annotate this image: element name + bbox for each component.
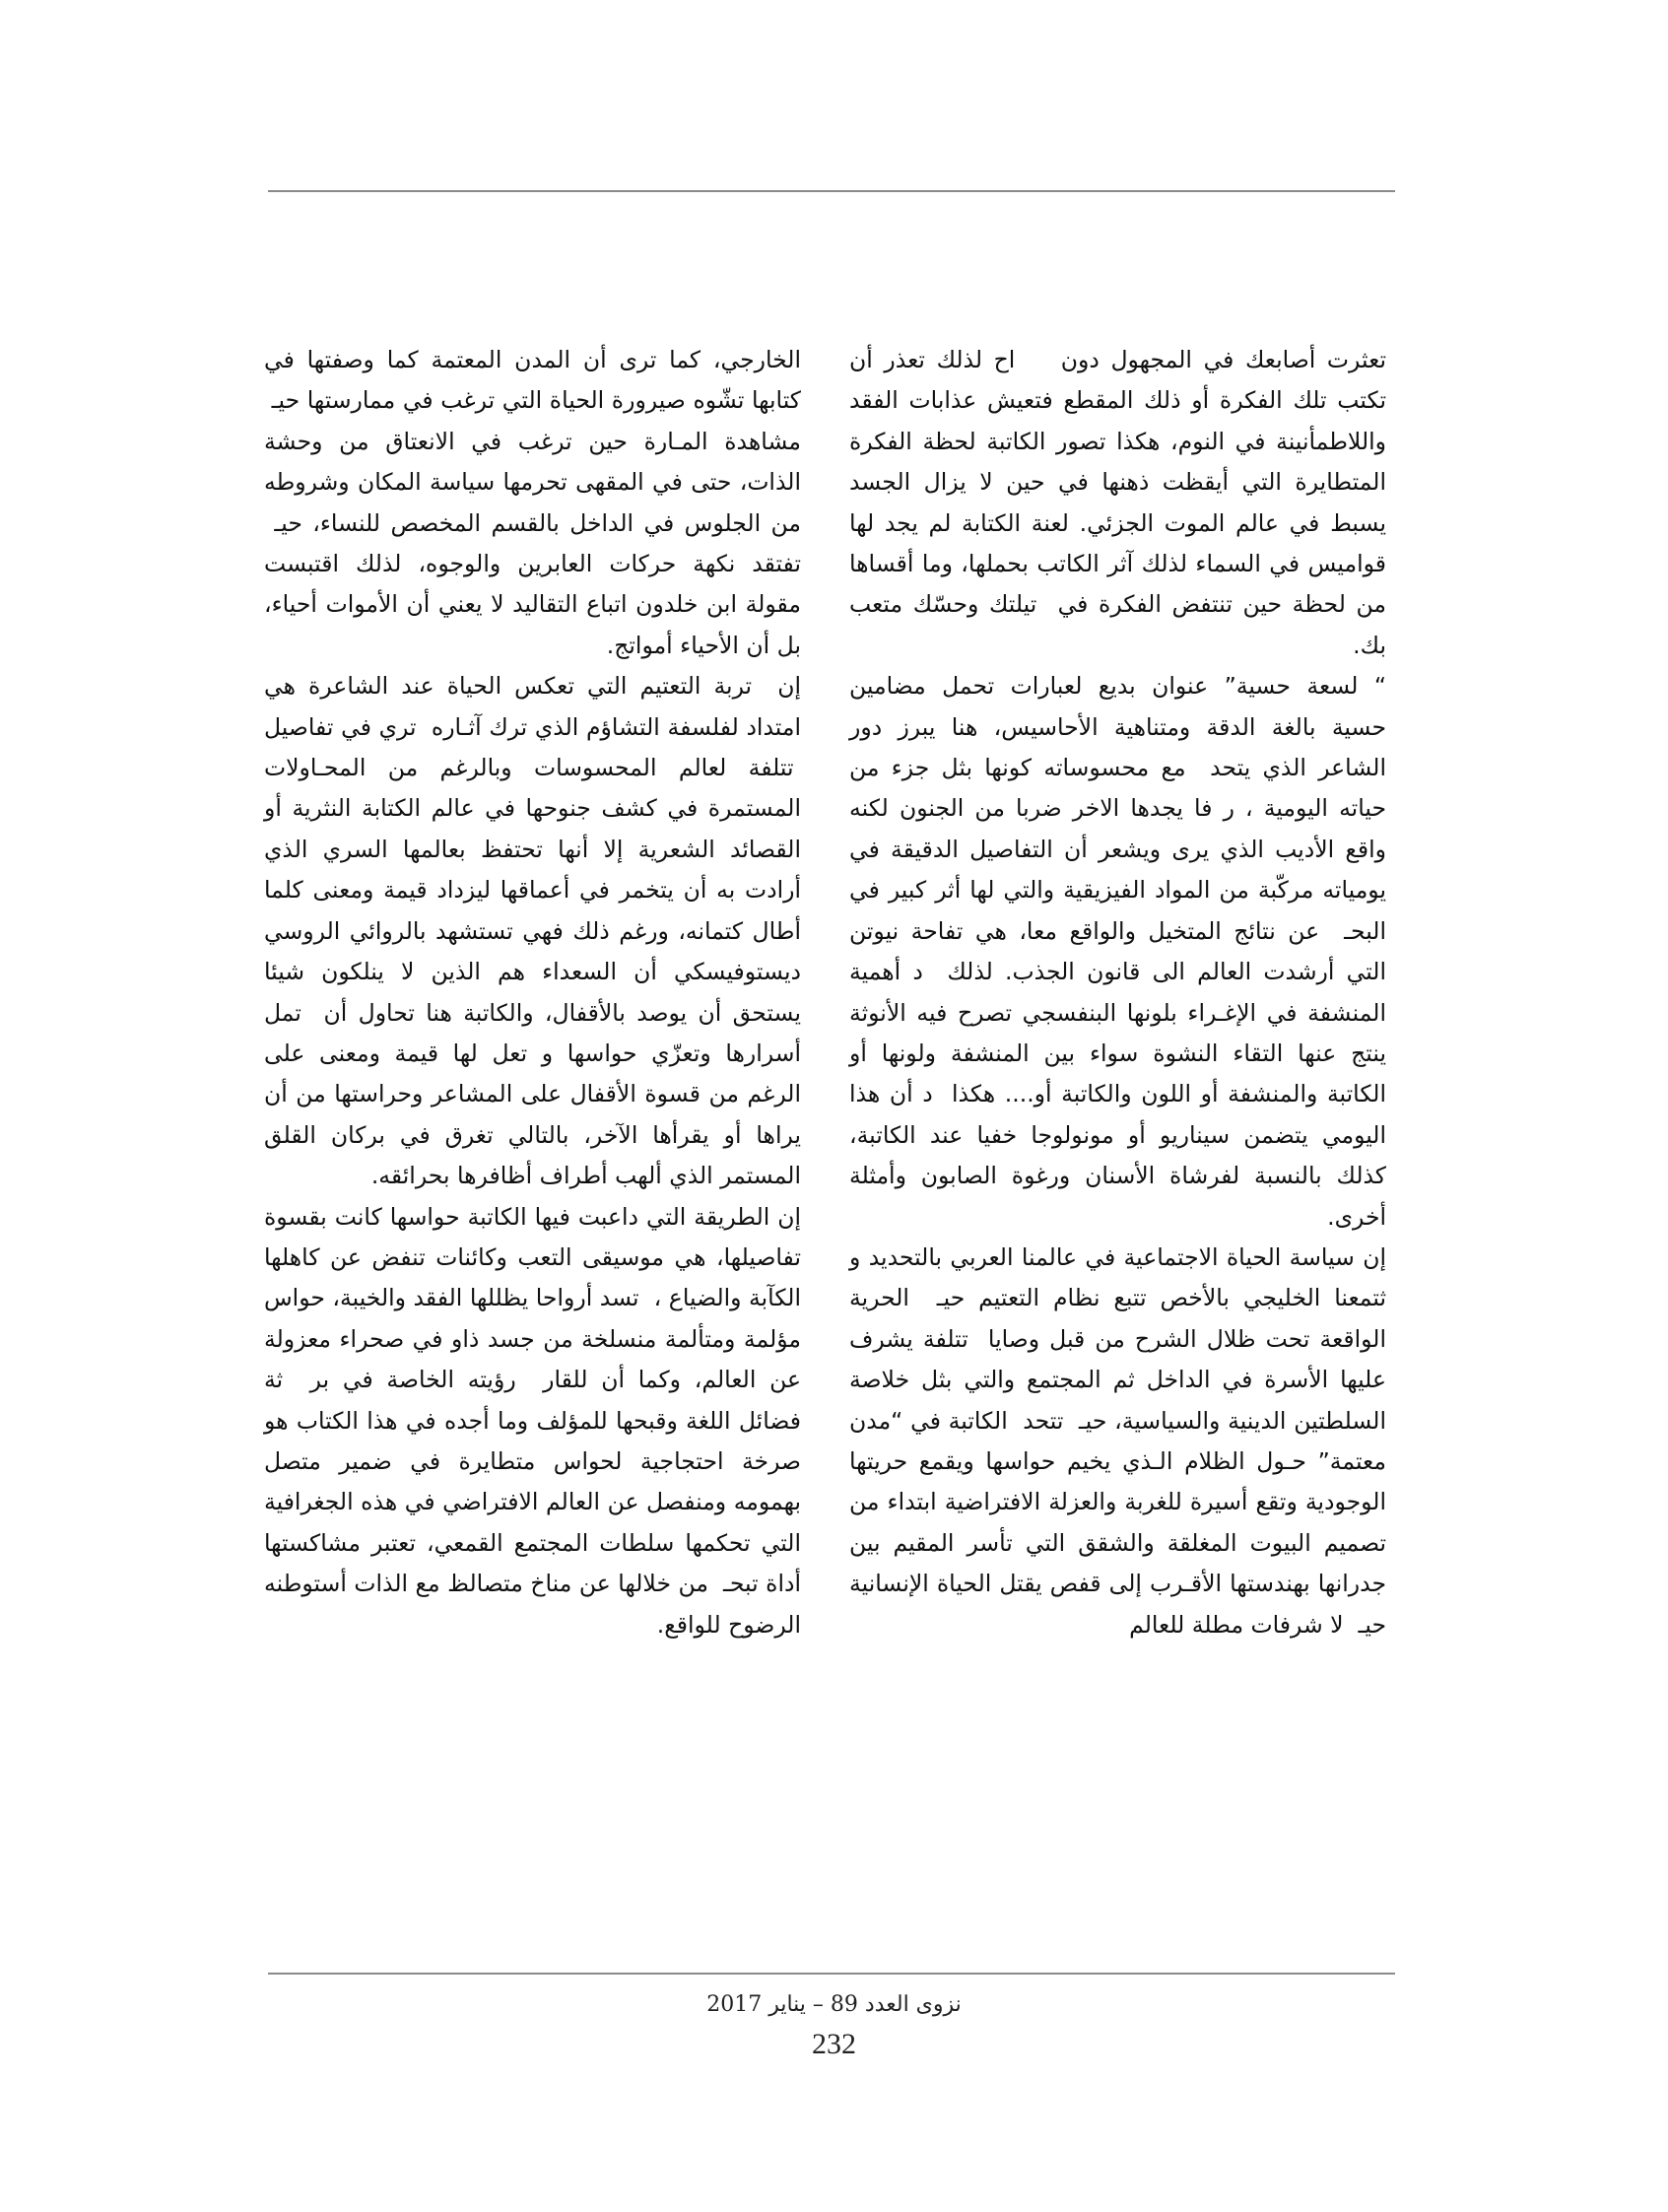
paragraph: إن الطريقة التي داعبت فيها الكاتبة حواسها كانت بقسوة تفاصيلها، هي موسيقى التعب وكائنات تنفض عن كاهلها الكآبة والضياع ، ​ تسد أرواحا يظللها الفقد والخيبة، حواس مؤلمة ومتألمة منسلخة من جسد ذاو في صحراء معزولة عن العالم، وكما أن للقار ​ رؤيته الخاصة في بر ​ ثة فضائل اللغة وقبحها للمؤلف وما أجده في هذا الكتاب هو صرخة احتجاجية لحواس متطايرة في ضمير متصل بهمومه ومنفصل عن العالم الافتراضي في هذه الجغرافية التي تحكمها سلطات المجتمع القمعي، تعتبر مشاكستها أداة تبحـ ​ من خلالها عن مناخ متصالظ مع الذات أستوطنه الرضوح للواقع. (264, 1202, 801, 1639)
article-column-left (264, 340, 801, 1645)
paragraph: “ لسعة حسية” عنوان بديع لعبارات تحمل مضامين حسية بالغة الدقة ومتناهية الأحاسيس، هنا يبرز دور الشاعر الذي يتحد ​ مع محسوساته كونها بثل جزء من حياته اليومية ، ر فا يجدها الاخر ضربا من الجنون لكنه واقع الأديب الذي يرى ويشعر أن التفاصيل الدقيقة في يومياته مركّبة من المواد الفيزيقية والتي لها أثر كبير في البحـ ​ عن نتائج المتخيل والواقع معا، هي تفاحة نيوتن التي أرشدت العالم الى قانون الجذب. لذلك ​ د أهمية المنشفة في الإغـراء بلونها البنفسجي تصرح فيه الأنوثة ينتج عنها التقاء النشوة سواء بين المنشفة ولونها أو الكاتبة والمنشفة أو اللون والكاتبة أو.... هكذا ​ د أن هذا اليومي يتضمن سيناريو أو مونولوجا خفيا عند الكاتبة، كذلك بالنسبة لفرشاة الأسنان ورغوة الصابون وأمثلة أخرى. (849, 672, 1386, 1231)
paragraph: تعثرت أصابعك في المجهول دون ​ ​ ​ اح لذلك تعذر أن تكتب تلك الفكرة أو ذلك المقطع فتعيش عذابات الفقد واللاطمأنينة في النوم، هكذا تصور الكاتبة لحظة الفكرة المتطايرة التي أيقظت ذهنها في حين لا يزال الجسد يسبط في عالم الموت الجزئي. لعنة الكتابة لم يجد لها قواميس في السماء لذلك آثر الكاتب بحملها، وما أقساها من لحظة حين تنتفض الفكرة في ​ تيلتك وحسّك متعب بك. (849, 346, 1386, 659)
article-column-right (849, 340, 1386, 1645)
paragraph: إن ​ تربة التعتيم التي تعكس الحياة عند الشاعرة هي امتداد لفلسفة التشاؤم الذي ترك آثـاره ​ تري في تفاصيل ​ تتلفة لعالم المحسوسات وبالرغم من المحـاولات المستمرة في كشف جنوحها في عالم الكتابة النثرية أو القصائد الشعرية إلا أنها تحتفظ بعالمها السري الذي أرادت به أن يتخمر في أعماقها ليزداد قيمة ومعنى كلما أطال كتمانه، ورغم ذلك فهي تستشهد بالروائي الروسي ديستوفيسكي أن السعداء هم الذين لا ينلكون شيئا يستحق أن يوصد بالأقفال، والكاتبة هنا تحاول أن ​ تمل أسرارها وتعزّي حواسها و تعل لها قيمة ومعنى على الرغم من قسوة الأقفال على المشاعر وحراستها من أن يراها أو يقرأها الآخر، بالتالي تغرق في بركان القلق المستمر الذي ألهب أطراف أظافرها بحرائقه. (264, 672, 801, 1190)
footer-rule (268, 1973, 1395, 1975)
header-rule (268, 190, 1395, 192)
paragraph: إن سياسة الحياة الاجتماعية في عالمنا العربي بالتحديد و ثتمعنا الخليجي بالأخص تتبع نظام التعتيم حيـ ​ الحرية الواقعة تحت ظلال الشرح من قبل وصايا ​ تتلفة يشرف عليها الأسرة في الداخل ثم المجتمع والتي بثل خلاصة السلطتين الدينية والسياسية، حيـ ​ تتحد ​ الكاتبة في “مدن معتمة” حـول الظلام الـذي يخيم حواسها ويقمع حريتها الوجودية وتقع أسيرة للغربة والعزلة الافتراضية ابتداء من تصميم البيوت المغلقة والشقق التي تأسر المقيم بين جدرانها بهندستها الأقـرب إلى قفص يقتل الحياة الإنسانية حيـ ​ لا شرفات مطلة للعالم (849, 1242, 1386, 1639)
paragraph: الخارجي، كما ترى أن المدن المعتمة كما وصفتها في كتابها تشّوه صيرورة الحياة التي ترغب في ممارستها حيـ ​ مشاهدة المـارة حين ترغب في الانعتاق من وحشة الذات، حتى في المقهى تحرمها سياسة المكان وشروطه من الجلوس في الداخل بالقسم المخصص للنساء، حيـ ​ تفتقد نكهة حركات العابرين والوجوه، لذلك اقتبست مقولة ابن خلدون اتباع التقاليد لا يعني أن الأموات أحياء، بل أن الأحياء أمواتج. (264, 346, 801, 659)
page-number: 232 (812, 2028, 856, 2060)
footer-issue-title: نزوى العدد 89 – يناير 2017 (706, 1992, 962, 2017)
